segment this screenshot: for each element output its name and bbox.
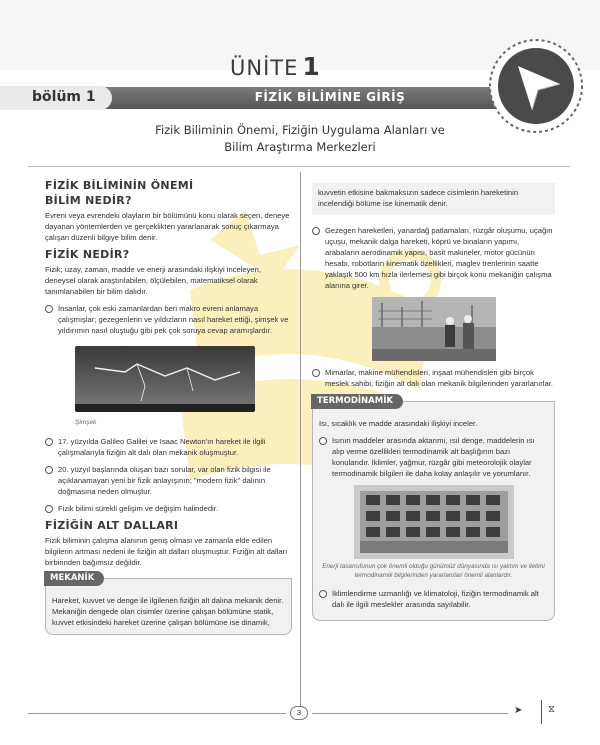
bullet-list: [45, 436, 292, 514]
heading-fizik-nedir: FİZİK NEDİR?: [45, 248, 130, 261]
list-item: 17. yüzyılda Galileo Galilei ve Isaac Newton'ın hareket ile ilgili çalışmalarıyla fiziğin alt dalı olan mekanik oluşmuştur.: [45, 436, 292, 458]
footer-line-right: [312, 713, 508, 714]
unit-label: ÜNİTE: [230, 56, 299, 80]
list-item: Gezegen hareketleri, yanardağ patlamaları, rüzgâr oluşumu, uçağın uçuşu, mekanik dalga hareketi, köprü ve binaların yapımı, arabaların aerodinamik yapısı, basit makineler, motor gücünün hesabı, robotların kinematik özellikleri, maglev trenlerinin saatte yaklaşık 500 km hızla ilerlemesi gibi birçok konu mekaniğin çalışma alanına girer.: [312, 225, 555, 291]
mekanik-tag: MEKANİK: [44, 571, 104, 586]
bullet-list: [312, 225, 555, 291]
paragraph-mekanik: Hareket, kuvvet ve denge ile ilgilenen fiziğin alt dalına mekanik denir. Mekaniğin dengede olan cisimler üzerine çalışan bölümüne statik, kuvvet etkisindeki hareket üzerine çalışan bölümüne ise dinamik,: [52, 596, 284, 627]
list-item: 20. yüzyıl başlarında oluşan bazı sorular, var olan fizik bilgisi ile açıklanamayan yeni bir fizik anlayışının; "modern fizik" dalının doğmasına neden olmuştur.: [45, 464, 292, 497]
paragraph-kinematik: kuvvetin etkisine bakmaksızın sadece cisimlerin hareketinin incelendiği bölüme ise kinematik denir.: [318, 188, 519, 208]
heading-fizik-biliminin-onemi: FİZİK BİLİMİNİN ÖNEMİ: [45, 179, 194, 192]
subtitle-line-1: Fizik Biliminin Önemi, Fiziğin Uygulama Alanları ve: [155, 123, 445, 137]
bullet-list: [319, 435, 548, 479]
bullet-list: [45, 303, 292, 336]
paragraph-fizik: Fizik; uzay, zaman, madde ve enerji arasındaki ilişkiyi inceleyen, deneysel olarak araştırılabilen, ölçülebilen, matematiksel olarak tanımlanabilen bir bilim dalıdır.: [45, 265, 261, 296]
lightning-photo: [75, 346, 255, 412]
bullet-list: [312, 367, 555, 389]
footer-line-left: [28, 713, 286, 714]
heading-bilim-nedir: BİLİM NEDİR?: [45, 194, 132, 207]
paragraph-termodinamik: Isı, sıcaklık ve madde arasındaki ilişkiyi inceler.: [319, 419, 478, 428]
page-subtitle: [140, 122, 460, 156]
unit-number: 1: [302, 52, 321, 81]
list-item: Fizik bilimi sürekli gelişim ve değişim halindedir.: [45, 503, 292, 514]
paragraph-bilim: Evreni veya evrendeki olayların bir bölümünü konu olarak seçen, deneye dayanan yöntemlerden ve gerçeklikten yararlanarak sonuç çıkarmaya çalışan düzenli bilgiye bilim denir.: [45, 211, 290, 242]
play-badge-icon[interactable]: [488, 38, 584, 134]
section-title: FİZİK BİLİMİNE GİRİŞ: [254, 90, 406, 104]
termodinamik-box: [312, 396, 555, 621]
bullet-list: [319, 588, 548, 610]
list-item: Isının maddeler arasında aktarımı, ısıl denge, maddelerin ısı alıp verme özellikleri termodinamik alt başlığının bazı konularıdır. İklimler, yağmur, rüzgâr gibi meteorolojik olaylar termodinamik bilgileri ile daha kolay anlaşılır ve yorumlanır.: [319, 435, 548, 479]
arrow-icon: ➤: [514, 705, 523, 716]
section-label: bölüm 1: [0, 86, 112, 110]
right-column: [312, 183, 555, 621]
page-number: 3: [290, 706, 308, 720]
heading-fizigin-alt-dallari: FİZİĞİN ALT DALLARI: [45, 519, 179, 532]
list-item: İnsanlar, çok eski zamanlardan beri makro evreni anlamaya çalışmışlar; gezegenlerin ve yıldızların nasıl hareket ettiği, şimşek ve yıldırımın nasıl oluştuğu gibi pek çok soruya cevap aramışlardır.: [45, 303, 292, 336]
subtitle-line-2: Bilim Araştırma Merkezleri: [224, 140, 376, 154]
unit-title: [230, 52, 321, 81]
list-item: Mimarlar, makine mühendisleri, inşaat mühendisleri gibi birçok meslek sahibi, fiziğin alt dalı olan mekanik bilgilerinden yararlanırlar.: [312, 367, 555, 389]
column-separator: [300, 172, 301, 712]
caption-building: Enerji tasarrufunun çok önemli olduğu günümüz dünyasında ısı yalıtım ve iletimi termodinamik bilgilerinden yararlanılan önemli alanlardır.: [322, 563, 545, 579]
caption-lightning: Şimşek: [75, 419, 97, 426]
mekanik-continued-box: [312, 183, 555, 215]
mekanik-box: [45, 573, 292, 635]
termodinamik-tag: TERMODİNAMİK: [311, 394, 403, 409]
hourglass-icon: ⧖: [541, 700, 555, 724]
building-photo: [354, 485, 514, 559]
left-column: [45, 178, 292, 635]
engineers-photo: [372, 297, 496, 361]
divider: [28, 166, 570, 167]
list-item: İklimlendirme uzmanlığı ve klimatoloji, fiziğin termodinamik alt dalı ile ilgili meslekler arasında sayılabilir.: [319, 588, 548, 610]
paragraph-alt-dallar: Fizik biliminin çalışma alanının geniş olması ve zamanla elde edilen bilgilerin artması nedeni ile fiziğin alt dalları oluşmuştur. Fiziğin alt dalları birbirinden bağımsız değildir.: [45, 536, 288, 567]
